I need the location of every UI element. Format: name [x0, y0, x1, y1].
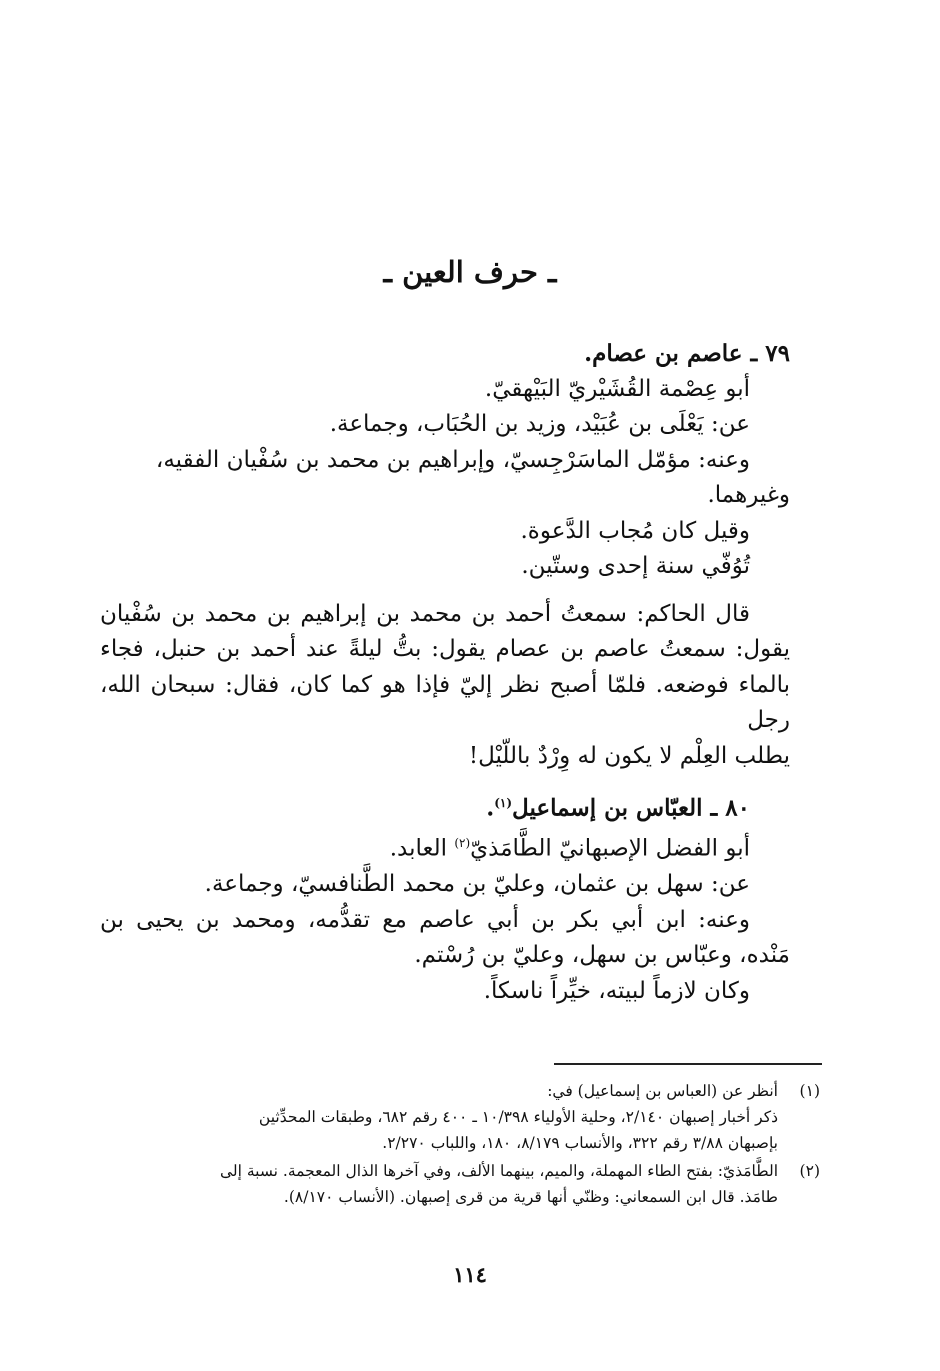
paragraph-line: يطلب العِلْم لا يكون له وِرْدٌ باللّيْل!	[468, 742, 790, 769]
entry-title: ٧٩ ـ عاصم بن عصام.	[584, 340, 790, 367]
main-text	[100, 336, 790, 1009]
entry-line: وعنه: مؤمّل الماسَرْجِسيّ، وإبراهيم بن محمد بن سُفْيان الفقيه،	[155, 446, 750, 473]
footnote-line: ذكر أخبار إصبهان ٢/١٤٠، وحلية الأولياء ١٠/٣٩٨ ـ ٤٠٠ رقم ٦٨٢، وطبقات المحدِّثين	[258, 1108, 778, 1126]
paragraph-line: بالماء فوضعه. فلمّا أصبح نظر إليّ فإذا هو كما كان، فقال: سبحان الله، رجل	[100, 671, 790, 733]
footnote	[100, 1078, 820, 1156]
entry-line: وكان لازماً لبيته، خيِّراً ناسكاً.	[483, 977, 750, 1004]
paragraph-line: قال الحاكم: سمعتُ أحمد بن محمد بن إبراهيم بن محمد بن سُفْيان	[100, 600, 750, 627]
footnote-line: طامَذ. قال ابن السمعاني: وظنّي أنها قرية من قرى إصبهان. (الأنساب ٨/١٧٠).	[283, 1188, 778, 1206]
footnote-ref: (١)	[494, 796, 513, 810]
footnote-line: بإصبهان ٣/٨٨ رقم ٣٢٢، والأنساب ٨/١٧٩، ١٨٠، واللباب ٢/٢٧٠.	[382, 1134, 778, 1152]
footnote	[100, 1158, 820, 1210]
entry-paragraph	[100, 597, 790, 775]
kunya-text: أبو الفضل الإصبهانيّ الطَّامَذيّ	[470, 835, 750, 862]
footnote-line: أنظر عن (العباس بن إسماعيل) في:	[547, 1082, 778, 1100]
section-heading: ـ حرف العين ـ	[383, 255, 557, 289]
entry-line	[100, 826, 790, 867]
entry-line: عن: سهل بن عثمان، وعليّ بن محمد الطَّنافسيّ، وجماعة.	[204, 871, 750, 898]
entry-line: أبو عِصْمة القُشَيْريّ البَيْهقيّ.	[484, 375, 750, 402]
entry-title	[100, 786, 790, 826]
entry-line: تُوُفّي سنة إحدى وستّين.	[521, 553, 750, 579]
entry-line: مَنْده، وعبّاس بن سهل، وعليّ بن رُسْتم.	[414, 942, 790, 969]
entry-line: عن: يَعْلَى بن عُبَيْد، وزيد بن الحُبَاب، وجماعة.	[329, 411, 750, 437]
footnote-number: (٢)	[799, 1162, 820, 1180]
page-number: ١١٤	[453, 1262, 487, 1287]
kunya-end: العابد.	[389, 835, 455, 862]
entry-line: وعنه: ابن أبي بكر بن أبي عاصم مع تقدُّمه، ومحمد بن يحيى بن	[100, 906, 750, 933]
footnote-divider	[554, 1063, 822, 1065]
footnotes	[100, 1078, 820, 1212]
footnote-number: (١)	[799, 1082, 820, 1100]
entry-line: وقيل كان مُجاب الدَّعوة.	[520, 517, 750, 544]
footnote-ref: (٢)	[454, 836, 471, 851]
footnote-line: الطَّامَذيّ: بفتح الطاء المهملة، والميم، بينهما الألف، وفي آخرها الذال المعجمة. نسبة إلى	[219, 1162, 778, 1180]
paragraph-line: يقول: سمعتُ عاصم بن عصام يقول: بتُّ ليلةً عند أحمد بن حنبل، فجاء	[100, 636, 790, 662]
entry-title-end: .	[486, 794, 495, 822]
entry-line: وغيرهما.	[707, 482, 790, 508]
entry-title-text: ٨٠ ـ العبّاس بن إسماعيل	[512, 794, 750, 822]
